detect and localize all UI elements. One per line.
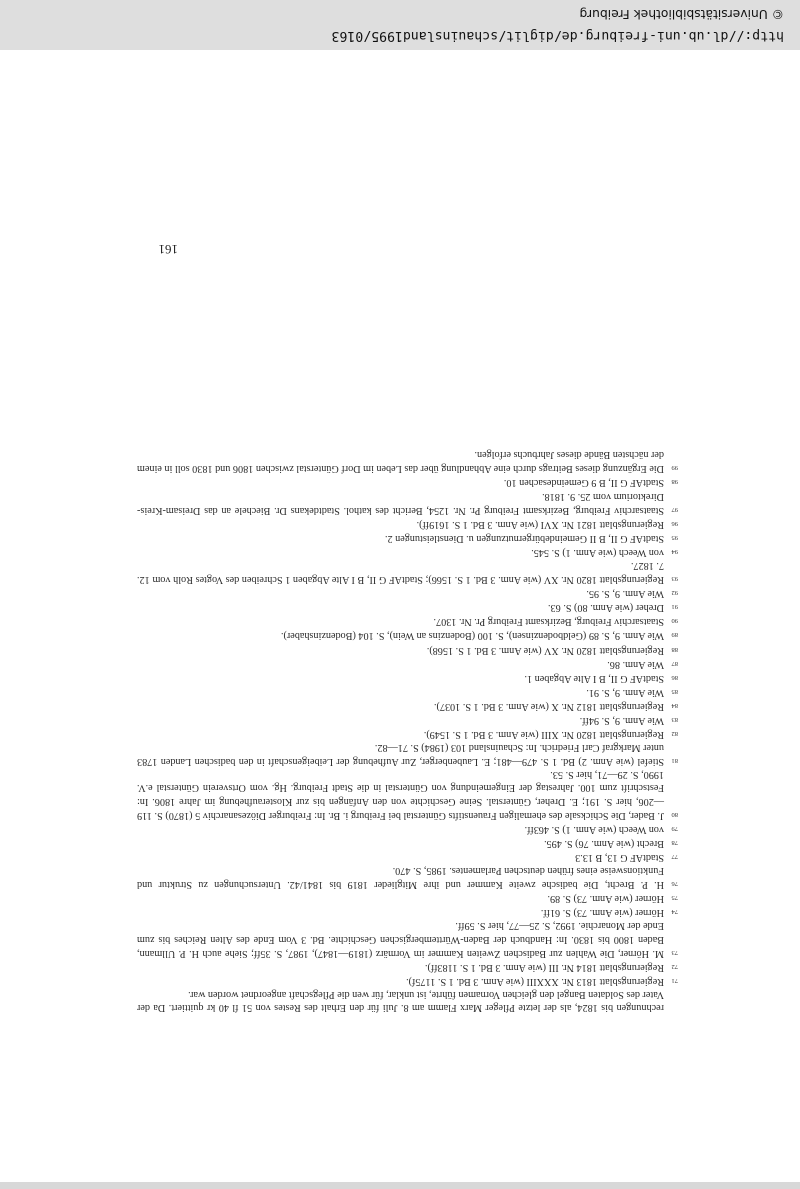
footnote-item [137, 974, 678, 988]
intro-paragraph: rechnungen bis 1824, als der letzte Pfleger Marx Flamm am 8. Juli für den Erhalt des Restes von 51 fl 40 kr quittiert. Da der Vater des Soldaten Bangel den gleichen Vornamen führte, ist unklar, für wen die Pflegschaft angeordnet worden war. [137, 988, 664, 1013]
footnotes-block [137, 448, 678, 1014]
footnote-item [137, 517, 678, 531]
footnote-text: StadtAF G II, B I Alte Abgaben 1. [524, 672, 664, 684]
footnote-item [137, 628, 678, 642]
footnote-number: 74 [671, 908, 678, 916]
footnote-text: Regierungsblatt 1821 Nr. XVI (wie Anm. 3 Bd. 1 S. 1619ff). [416, 518, 664, 530]
footnote-text: Hörner (wie Anm. 73) S. 61ff. [540, 907, 664, 919]
footnote-number: 73 [671, 948, 678, 956]
footnote-number: 85 [671, 687, 678, 695]
footnote-number: 80 [671, 810, 678, 818]
footnote-text: StadtAF G II, B 9 Gemeindesachen 10. [503, 477, 664, 489]
footnote-text: Regierungsblatt 1820 Nr. XV (wie Anm. 3 Bd. 1 S. 1566); StadtAF G II, B I Alte Abgaben 1 Schreiben des Vogtes Rolh vom 12. 7. 1827. [137, 560, 664, 586]
footnote-item [137, 850, 678, 864]
footnote-item [137, 699, 678, 713]
footnote-number: 93 [671, 575, 678, 583]
footnote-item [137, 642, 678, 656]
footnote-text: StadtAF G II, B II Gemeindebürgernutzungen u. Dienstleistungen 2. [384, 532, 664, 544]
footnote-item [137, 448, 678, 475]
footnote-text: Stiefel (wie Anm. 2) Bd. 1 S. 479—481; E. Laubenberger, Zur Aufhebung der Leibeigenschaft in den badischen Landen 1783 unter Markgraf Carl Friedrich. In: Schauinsland 103 (1984) S. 71—82. [137, 742, 664, 768]
footnote-number: 76 [671, 880, 678, 888]
copyright-text: © Universitätsbibliothek Freiburg [579, 7, 784, 21]
footnote-item [137, 960, 678, 974]
footnote-text: Hörner (wie Anm. 73) S. 89. [547, 893, 664, 905]
footnote-item [137, 727, 678, 741]
footnote-item [137, 489, 678, 516]
page-number: 161 [158, 242, 178, 257]
footnote-number: 95 [671, 533, 678, 541]
footnote-text: Regierungsblatt 1814 Nr. III (wie Anm. 3 Bd. 1 S. 1183ff). [424, 961, 664, 973]
footnote-text: M. Hörner, Die Wahlen zur Badischen Zweiten Kammer im Vormärz (1819—1847), 1987, S. 35ff; Siehe auch H. P. Ullmann, Baden 1800 bis 1830. In: Handbuch der Baden-Württembergischen Geschichte. Bd. 3 Vom Ende des Alten Reiches bis zum Ende der Monarchie. 1992, S. 25—77, hier S. 59ff. [137, 920, 664, 959]
footnote-number: 94 [671, 547, 678, 555]
footnote-number: 72 [671, 962, 678, 970]
footnote-number: 97 [671, 505, 678, 513]
footnote-item [137, 600, 678, 614]
footnote-text: Die Ergänzung dieses Beitrags durch eine Abhandlung über das Leben im Dorf Günterstal zwischen 1806 und 1830 soll in einem der nächsten Bände dieses Jahrbuchs erfolgen. [137, 449, 664, 475]
footnote-item [137, 559, 678, 586]
footnote-text: Regierungsblatt 1812 Nr. X (wie Anm. 3 Bd. 1 S. 1037). [433, 700, 664, 712]
footnote-number: 81 [671, 757, 678, 765]
footnote-text: Regierungsblatt 1820 Nr. XV (wie Anm. 3 Bd. 1 S. 1568). [426, 644, 664, 656]
permalink-url[interactable]: http://dl.ub.uni-freiburg.de/diglit/schauinsland1995/0163 [331, 28, 784, 43]
footnote-item [137, 864, 678, 891]
footnote-text: Wie Anm. 9, S. 94ff. [579, 715, 664, 727]
footnote-number: 87 [671, 659, 678, 667]
footnote-text: Staatsarchiv Freiburg, Bezirksamt Freiburg Pr. Nr. 1254, Bericht des kathol. Stadtdekans Dr. Biechele an das Dreisam-Kreis-Direktorium vom 25. 9. 1818. [137, 490, 664, 516]
footnote-text: Brecht (wie Anm. 76) S. 495. [544, 837, 664, 849]
footnote-text: von Weech (wie Anm. 1) S. 545. [531, 546, 664, 558]
footnote-text: Wie Anm. 9, S. 91. [586, 686, 664, 698]
footnote-item [137, 713, 678, 727]
footnote-number: 83 [671, 716, 678, 724]
footnote-number: 71 [671, 976, 678, 984]
footnote-item [137, 768, 678, 821]
footnote-number: 77 [671, 852, 678, 860]
footnote-item [137, 531, 678, 545]
footnote-item [137, 822, 678, 836]
footnote-number: 99 [671, 464, 678, 472]
footnote-item [137, 475, 678, 489]
footnote-number: 88 [671, 645, 678, 653]
footnote-number: 82 [671, 730, 678, 738]
footnote-number: 98 [671, 478, 678, 486]
footnote-number: 79 [671, 824, 678, 832]
footnote-number: 92 [671, 589, 678, 597]
document-page [0, 50, 800, 1182]
top-band [0, 1182, 800, 1189]
footnote-item [137, 905, 678, 919]
footnote-text: Dreher (wie Anm. 80) S. 63. [547, 602, 664, 614]
footnote-item [137, 836, 678, 850]
footnote-number: 90 [671, 617, 678, 625]
footnote-item [137, 685, 678, 699]
footnote-list [137, 448, 678, 988]
footnote-text: Staatsarchiv Freiburg, Bezirksamt Freiburg Pr. Nr. 1307. [433, 616, 664, 628]
footer-bar [0, 0, 800, 50]
footnote-item [137, 586, 678, 600]
footnote-number: 75 [671, 894, 678, 902]
footnote-item [137, 741, 678, 768]
footnote-text: Wie Anm. 9, S. 89 (Geldbodenzinsen), S. 100 (Bodenzins an Wein), S. 104 (Bodenzinshaber). [280, 630, 664, 642]
footnote-text: von Weech (wie Anm. 1) S. 463ff. [524, 823, 664, 835]
footnote-item [137, 545, 678, 559]
footnote-number: 96 [671, 519, 678, 527]
footnote-text: J. Bader, Die Schicksale des ehemaligen Frauenstifts Günterstal bei Freiburg i. Br. In: Freiburger Diözesanarchiv 5 (1870) S. 119—206, hier S. 191; E. Dreher, Günterstal. Seine Geschichte von den Anfängen bis zur Klosteraufhebung im Jahre 1806. In: Festschrift zum 100. Jahrestag der Eingemeindung von Günterstal in die Stadt Freiburg. Hg. vom Ortsverein Günterstal e.V. 1990, S. 29—71, hier S. 53. [137, 769, 664, 821]
footnote-item [137, 671, 678, 685]
footnote-item [137, 657, 678, 671]
footnote-number: 91 [671, 603, 678, 611]
footnote-text: H. P. Brecht, Die badische zweite Kammer und ihre Mitglieder 1819 bis 1841/42. Untersuchungen zu Struktur und Funktionsweise eines frühen deutschen Parlamentes. 1985, S. 470. [137, 865, 664, 891]
footnote-number: 78 [671, 838, 678, 846]
footnote-text: Wie Anm. 9, S. 95. [586, 588, 664, 600]
footnote-number: 84 [671, 701, 678, 709]
footnote-item [137, 919, 678, 959]
footnote-text: Wie Anm. 86. [607, 658, 664, 670]
footnote-number: 89 [671, 631, 678, 639]
footnote-text: Regierungsblatt 1820 Nr. XIII (wie Anm. 3 Bd. 1 S. 1549). [423, 729, 664, 741]
footnote-item [137, 891, 678, 905]
footnote-text: StadtAF G 13, B 13.3 [575, 851, 664, 863]
footnote-item [137, 614, 678, 628]
footnote-number: 86 [671, 673, 678, 681]
footnote-text: Regierungsblatt 1813 Nr. XXXIII (wie Anm. 3 Bd. 1 S. 1175f). [406, 975, 664, 987]
